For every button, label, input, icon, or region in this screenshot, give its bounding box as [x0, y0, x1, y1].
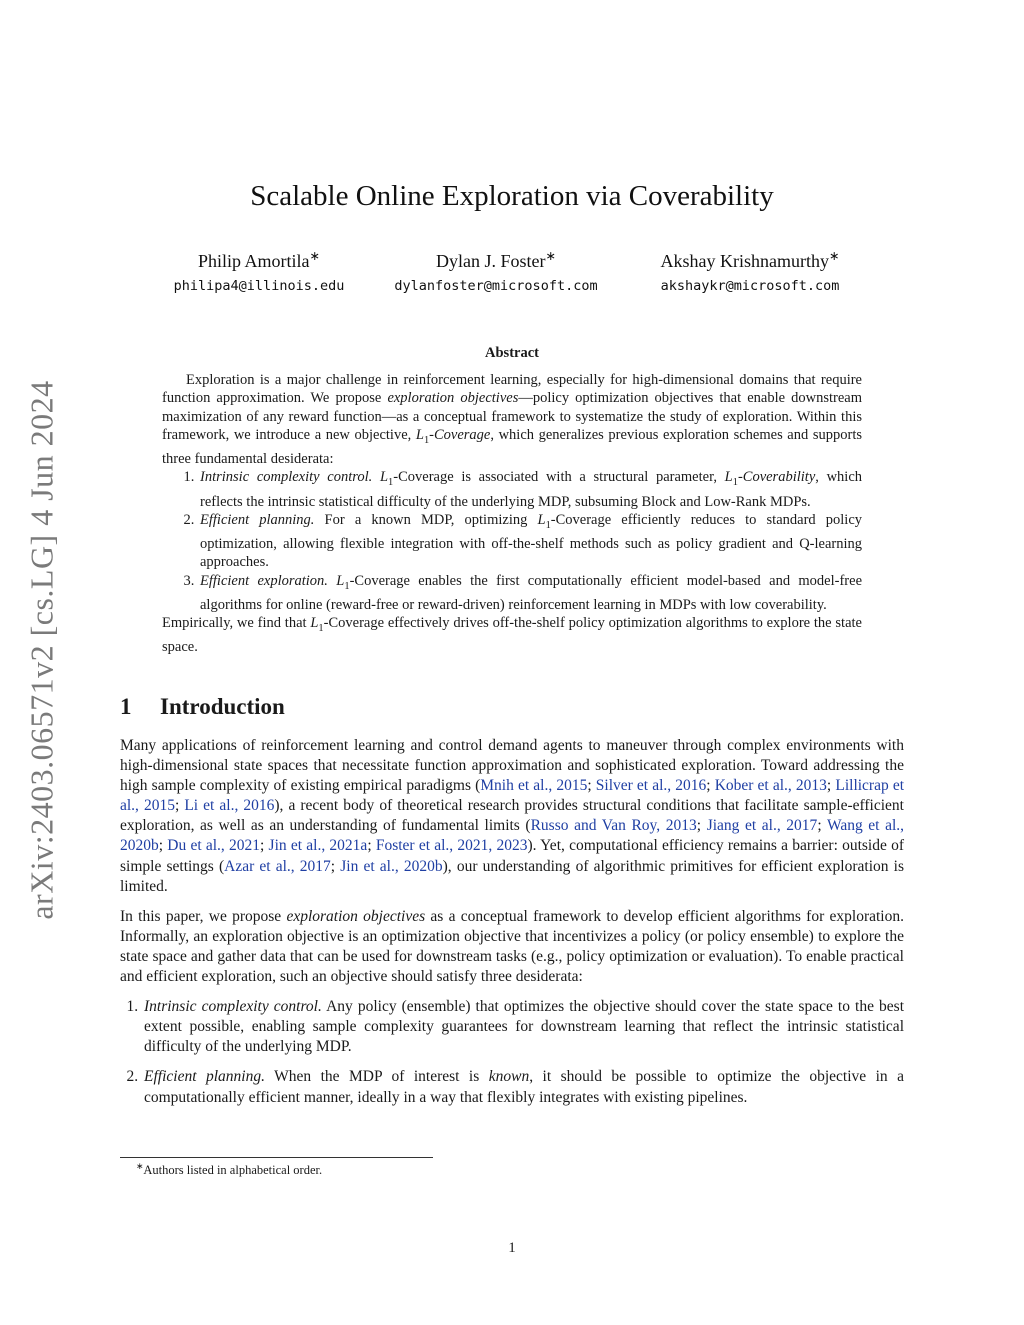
- abstract-heading: Abstract: [485, 345, 539, 361]
- citation-link[interactable]: Lillicrap et al., 2015: [120, 777, 905, 815]
- paragraph: Many applications of reinforcement learning and control demand agents to maneuver through complex environments with high-dimensional state spaces that necessitate function approximation and sophisticated exploration. Toward addressing the high sample complexity of existing empirical paradigms (Mnih et al., 2015; Silver et al., 2016; Kober et al., 2013; Lillicrap et al., 2015; Li et al., 2016), a recent body of theoretical research provides structural conditions that facilitate sample-efficient exploration, as well as an understanding of fundamental limits (Russo and Van Roy, 2013; Jiang et al., 2017; Wang et al., 2020b; Du et al., 2021; Jin et al., 2021a; Foster et al., 2021, 2023). Yet, computational efficiency remains a barrier: outside of simple settings (Azar et al., 2017; Jin et al., 2020b), our understanding of algorithmic primitives for efficient exploration is limited.: [120, 737, 905, 895]
- citation-link[interactable]: Mnih et al., 2015: [480, 777, 588, 795]
- citation-link[interactable]: Jin et al., 2021a: [268, 837, 368, 855]
- citation-link[interactable]: Du et al., 2021: [167, 837, 261, 855]
- footnote: ∗Authors listed in alphabetical order.: [136, 1161, 323, 1178]
- page-number: 1: [508, 1240, 516, 1256]
- author-block-1: [129, 248, 389, 294]
- paper-title: Scalable Online Exploration via Coverability: [250, 180, 774, 212]
- section-heading: 1 Introduction: [120, 694, 285, 719]
- author-email: dylanfoster@microsoft.com: [394, 278, 598, 294]
- author-name: Akshay Krishnamurthy∗: [660, 249, 840, 271]
- citation-link[interactable]: Russo and Van Roy, 2013: [530, 817, 697, 835]
- author-block-2: [366, 248, 626, 294]
- abstract-body: [162, 371, 862, 657]
- citation-link[interactable]: Li et al., 2016: [184, 797, 275, 815]
- author-email: akshaykr@microsoft.com: [660, 278, 840, 294]
- introduction-body: [120, 736, 904, 1118]
- desiderata-item: 1. Intrinsic complexity control. Any policy (ensemble) that optimizes the objective should cover the state space to the best extent possible, enabling sample complexity guarantees for downstream learning that reflect the intrinsic statistical difficulty of the underlying MDP.: [142, 997, 904, 1057]
- author-email: philipa4@illinois.edu: [173, 278, 345, 294]
- desiderata-item: 2. Efficient planning. When the MDP of interest is known, it should be possible to optimize the objective in a computationally efficient manner, ideally in a way that flexibly integrates with existing pipelines.: [142, 1067, 904, 1107]
- abstract-intro: Exploration is a major challenge in reinforcement learning, especially for high-dimensional domains that require function approximation. We propose exploration objectives—policy optimization objectives that enable downstream maximization of any reward function—as a conceptual framework to systematize the study of exploration. Within this framework, we introduce a new objective, $L_1$-Coverage, which generalizes previous exploration schemes and supports three fundamental desiderata:: [162, 372, 862, 468]
- citation-link[interactable]: Silver et al., 2016: [595, 777, 707, 795]
- author-name: Philip Amortila∗: [197, 249, 321, 271]
- paragraph: In this paper, we propose exploration objectives as a conceptual framework to develop efficient algorithms for exploration. Informally, an exploration objective is an optimization objective that incentivizes a policy (or policy ensemble) to explore the state space and gather data that can be used for downstream tasks (e.g., policy optimization or evaluation). To enable practical and efficient exploration, such an objective should satisfy three desiderata:: [120, 907, 904, 986]
- abstract-list-item: 1. Intrinsic complexity control. $L_1$-Coverage is associated with a structural parameter, $L_1$-Coverability, which reflects the intrinsic statistical difficulty of the underlying MDP, subsuming Block and Low-Rank MDPs.: [198, 468, 862, 510]
- abstract-list-item: 3. Efficient exploration. $L_1$-Coverage enables the first computationally efficient model-based and model-free algorithms for online (reward-free or reward-driven) reinforcement learning in MDPs with low coverability.: [198, 572, 862, 614]
- citation-link[interactable]: Wang et al., 2020b: [120, 817, 905, 855]
- citation-link[interactable]: Foster et al., 2021, 2023: [375, 837, 528, 855]
- citation-link[interactable]: Kober et al., 2013: [714, 777, 827, 795]
- citation-link[interactable]: Jiang et al., 2017: [706, 817, 818, 835]
- abstract-list-item: 2. Efficient planning. For a known MDP, optimizing $L_1$-Coverage efficiently reduces to standard policy optimization, allowing flexible integration with off-the-shelf methods such as policy gradient and Q-learning approaches.: [198, 511, 862, 572]
- arxiv-identifier-stamp: arXiv:2403.06571v2 [cs.LG] 4 Jun 2024: [23, 380, 60, 920]
- abstract-closing: Empirically, we find that $L_1$-Coverage effectively drives off-the-shelf policy optimization algorithms to explore the state space.: [162, 615, 862, 656]
- citation-link[interactable]: Azar et al., 2017: [224, 857, 331, 875]
- author-block-3: [620, 248, 880, 294]
- citation-link[interactable]: Jin et al., 2020b: [340, 857, 443, 875]
- footnote-divider: [120, 1157, 433, 1158]
- author-name: Dylan J. Foster∗: [435, 249, 557, 271]
